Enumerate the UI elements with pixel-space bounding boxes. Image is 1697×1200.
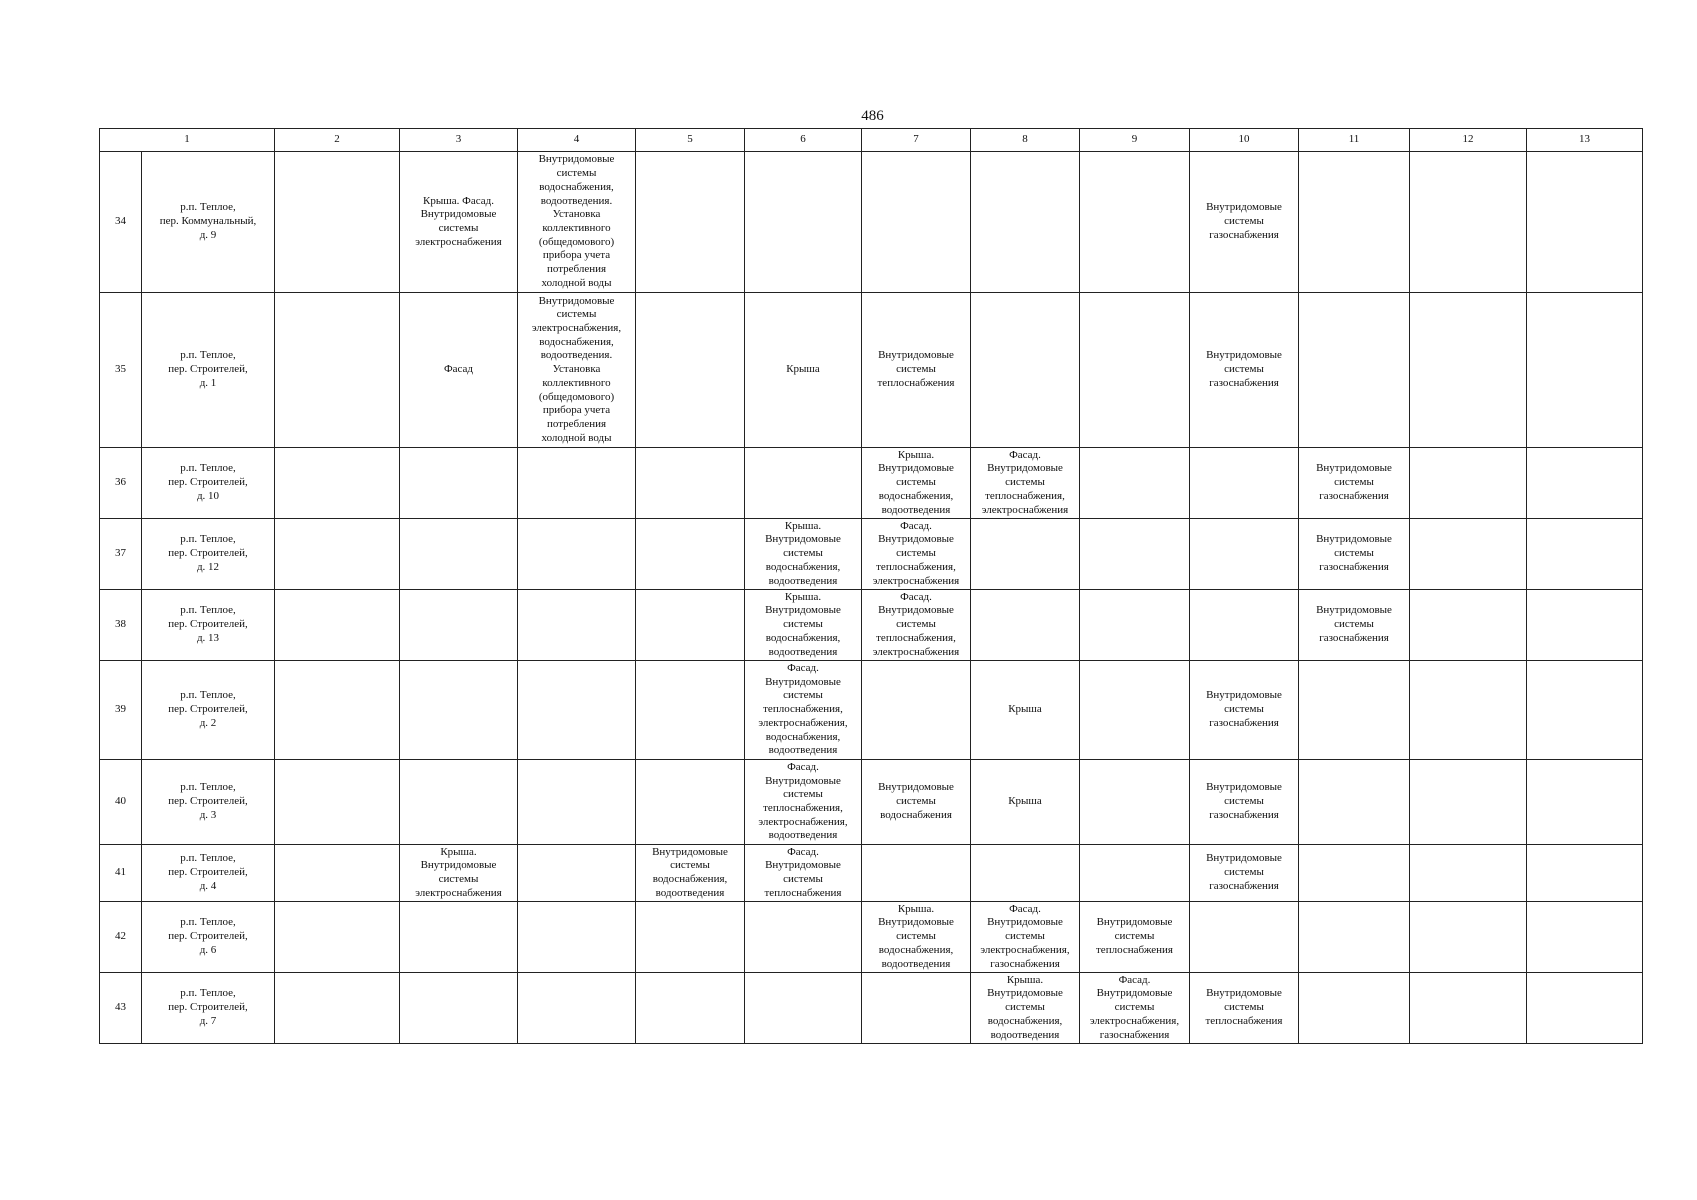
table-cell — [518, 902, 636, 973]
row-number: 40 — [100, 760, 142, 845]
table-cell — [400, 519, 518, 590]
table-row — [100, 519, 1643, 590]
header-cell: 12 — [1410, 129, 1527, 152]
table-cell — [1410, 760, 1527, 845]
table-cell — [1190, 590, 1299, 661]
table-cell — [1190, 519, 1299, 590]
table-cell — [518, 760, 636, 845]
table-cell — [275, 152, 400, 293]
table-cell: Крыша. Внутридомовые системы водоснабжения, водоотведения — [745, 590, 862, 661]
table-cell: Фасад. Внутридомовые системы теплоснабжения, электроснабжения — [862, 590, 971, 661]
table-cell — [400, 661, 518, 760]
table-cell — [1410, 152, 1527, 293]
address-cell: р.п. Теплое, пер. Строителей, д. 10 — [142, 448, 275, 519]
table-cell — [275, 519, 400, 590]
table-cell: Внутридомовые системы теплоснабжения — [862, 293, 971, 448]
table-cell — [1299, 293, 1410, 448]
header-cell: 7 — [862, 129, 971, 152]
address-cell: р.п. Теплое, пер. Строителей, д. 4 — [142, 845, 275, 902]
table-cell: Крыша. Внутридомовые системы водоснабжения, водоотведения — [862, 902, 971, 973]
table-row — [100, 973, 1643, 1044]
table-cell — [1299, 760, 1410, 845]
table-cell: Крыша. Внутридомовые системы водоснабжения, водоотведения — [862, 448, 971, 519]
table-cell — [275, 590, 400, 661]
table-cell — [636, 152, 745, 293]
table-cell: Внутридомовые системы газоснабжения — [1299, 519, 1410, 590]
table-cell — [400, 448, 518, 519]
row-number: 34 — [100, 152, 142, 293]
table-cell — [275, 448, 400, 519]
header-cell: 6 — [745, 129, 862, 152]
table-cell — [1527, 519, 1643, 590]
table-cell: Крыша — [971, 661, 1080, 760]
header-cell: 8 — [971, 129, 1080, 152]
table-cell: Фасад. Внутридомовые системы теплоснабжения, электроснабжения, водоотведения — [745, 760, 862, 845]
table-cell — [862, 661, 971, 760]
table-cell — [1190, 902, 1299, 973]
table-cell — [518, 519, 636, 590]
table-cell — [971, 519, 1080, 590]
table-cell — [636, 760, 745, 845]
table-cell: Фасад. Внутридомовые системы электроснабжения, газоснабжения — [1080, 973, 1190, 1044]
table-cell — [1190, 448, 1299, 519]
table-cell — [1410, 845, 1527, 902]
table-cell — [1527, 973, 1643, 1044]
table-cell — [1299, 902, 1410, 973]
table-cell: Фасад. Внутридомовые системы теплоснабжения, электроснабжения — [971, 448, 1080, 519]
row-number: 36 — [100, 448, 142, 519]
row-number: 35 — [100, 293, 142, 448]
table-cell — [862, 845, 971, 902]
table-cell: Внутридомовые системы теплоснабжения — [1080, 902, 1190, 973]
table-cell: Крыша — [971, 760, 1080, 845]
table-cell — [1410, 973, 1527, 1044]
row-number: 41 — [100, 845, 142, 902]
table-cell: Крыша. Внутридомовые системы водоснабжения, водоотведения — [971, 973, 1080, 1044]
table-cell — [636, 661, 745, 760]
table-cell — [745, 152, 862, 293]
address-cell: р.п. Теплое, пер. Строителей, д. 6 — [142, 902, 275, 973]
table-cell — [518, 661, 636, 760]
address-cell: р.п. Теплое, пер. Строителей, д. 3 — [142, 760, 275, 845]
table-cell — [400, 590, 518, 661]
header-cell: 4 — [518, 129, 636, 152]
table-cell — [1410, 448, 1527, 519]
row-number: 39 — [100, 661, 142, 760]
table-cell — [971, 845, 1080, 902]
table-cell — [1299, 845, 1410, 902]
table-cell — [518, 590, 636, 661]
table-cell — [1080, 661, 1190, 760]
table-cell: Внутридомовые системы газоснабжения — [1299, 590, 1410, 661]
table-cell: Внутридомовые системы газоснабжения — [1190, 293, 1299, 448]
table-cell: Внутридомовые системы газоснабжения — [1299, 448, 1410, 519]
table-row — [100, 902, 1643, 973]
header-cell: 9 — [1080, 129, 1190, 152]
table-cell — [1527, 152, 1643, 293]
table-cell: Внутридомовые системы электроснабжения, водоснабжения, водоотведения. Установка коллективного (общедомового) прибора учета потребления холодной воды — [518, 293, 636, 448]
address-cell: р.п. Теплое, пер. Коммунальный, д. 9 — [142, 152, 275, 293]
table-cell — [636, 590, 745, 661]
row-number: 38 — [100, 590, 142, 661]
table-cell — [862, 152, 971, 293]
table-cell — [636, 293, 745, 448]
table-cell — [275, 973, 400, 1044]
table-cell — [971, 152, 1080, 293]
table-cell — [636, 973, 745, 1044]
table-cell — [518, 973, 636, 1044]
table-cell — [971, 590, 1080, 661]
table-cell — [400, 902, 518, 973]
table-cell: Внутридомовые системы газоснабжения — [1190, 152, 1299, 293]
table-cell — [745, 448, 862, 519]
header-cell: 13 — [1527, 129, 1643, 152]
table-cell — [275, 902, 400, 973]
table-cell: Крыша — [745, 293, 862, 448]
table-cell — [636, 519, 745, 590]
page-number: 486 — [861, 108, 884, 124]
table-cell — [1527, 661, 1643, 760]
table-cell — [1080, 760, 1190, 845]
table-cell — [400, 973, 518, 1044]
table-cell: Внутридомовые системы газоснабжения — [1190, 661, 1299, 760]
table-cell — [1527, 590, 1643, 661]
table-cell: Фасад. Внутридомовые системы теплоснабжения, электроснабжения, водоснабжения, водоотведения — [745, 661, 862, 760]
table-cell — [1299, 661, 1410, 760]
address-cell: р.п. Теплое, пер. Строителей, д. 13 — [142, 590, 275, 661]
table-cell — [400, 760, 518, 845]
table-cell — [1410, 902, 1527, 973]
table-cell — [1527, 902, 1643, 973]
table-row — [100, 845, 1643, 902]
table-cell — [745, 902, 862, 973]
table-row — [100, 448, 1643, 519]
row-number: 43 — [100, 973, 142, 1044]
table-cell — [636, 448, 745, 519]
table-cell: Фасад. Внутридомовые системы теплоснабжения, электроснабжения — [862, 519, 971, 590]
table-cell: Внутридомовые системы теплоснабжения — [1190, 973, 1299, 1044]
table-row — [100, 590, 1643, 661]
table-cell — [1299, 973, 1410, 1044]
table-cell — [1080, 448, 1190, 519]
header-cell: 11 — [1299, 129, 1410, 152]
header-cell: 5 — [636, 129, 745, 152]
table-cell — [1527, 448, 1643, 519]
table-cell: Внутридомовые системы водоснабжения — [862, 760, 971, 845]
table-cell — [1527, 760, 1643, 845]
table-cell — [1410, 293, 1527, 448]
header-cell: 3 — [400, 129, 518, 152]
work-schedule-table — [99, 128, 1643, 1044]
address-cell: р.п. Теплое, пер. Строителей, д. 1 — [142, 293, 275, 448]
table-cell: Крыша. Внутридомовые системы водоснабжения, водоотведения — [745, 519, 862, 590]
address-cell: р.п. Теплое, пер. Строителей, д. 7 — [142, 973, 275, 1044]
table-cell — [275, 293, 400, 448]
header-cell: 1 — [100, 129, 275, 152]
table-cell — [1410, 661, 1527, 760]
table-row — [100, 661, 1643, 760]
table-cell — [1080, 845, 1190, 902]
table-cell — [636, 902, 745, 973]
table-cell: Фасад. Внутридомовые системы электроснабжения, газоснабжения — [971, 902, 1080, 973]
table-cell — [1410, 519, 1527, 590]
table-cell: Фасад — [400, 293, 518, 448]
table-cell — [745, 973, 862, 1044]
table-cell — [971, 293, 1080, 448]
table-cell: Внутридомовые системы водоснабжения, водоотведения. Установка коллективного (общедомового) прибора учета потребления холодной воды — [518, 152, 636, 293]
table-cell — [518, 448, 636, 519]
table-cell: Внутридомовые системы водоснабжения, водоотведения — [636, 845, 745, 902]
table-cell — [275, 661, 400, 760]
table-cell — [518, 845, 636, 902]
table-cell — [862, 973, 971, 1044]
table-cell — [1080, 519, 1190, 590]
table-row — [100, 760, 1643, 845]
table-cell — [1299, 152, 1410, 293]
table-cell: Внутридомовые системы газоснабжения — [1190, 845, 1299, 902]
row-number: 37 — [100, 519, 142, 590]
address-cell: р.п. Теплое, пер. Строителей, д. 12 — [142, 519, 275, 590]
table-cell: Фасад. Внутридомовые системы теплоснабжения — [745, 845, 862, 902]
header-cell: 2 — [275, 129, 400, 152]
table-cell — [275, 845, 400, 902]
table-cell: Внутридомовые системы газоснабжения — [1190, 760, 1299, 845]
table-cell — [1527, 845, 1643, 902]
table-cell — [1527, 293, 1643, 448]
table-cell — [1410, 590, 1527, 661]
table-cell — [275, 760, 400, 845]
header-row — [100, 129, 1643, 152]
table-cell: Крыша. Фасад. Внутридомовые системы электроснабжения — [400, 152, 518, 293]
row-number: 42 — [100, 902, 142, 973]
table-row — [100, 293, 1643, 448]
table-cell: Крыша. Внутридомовые системы электроснабжения — [400, 845, 518, 902]
address-cell: р.п. Теплое, пер. Строителей, д. 2 — [142, 661, 275, 760]
header-cell: 10 — [1190, 129, 1299, 152]
table-row — [100, 152, 1643, 293]
table-cell — [1080, 152, 1190, 293]
table-cell — [1080, 293, 1190, 448]
table-cell — [1080, 590, 1190, 661]
